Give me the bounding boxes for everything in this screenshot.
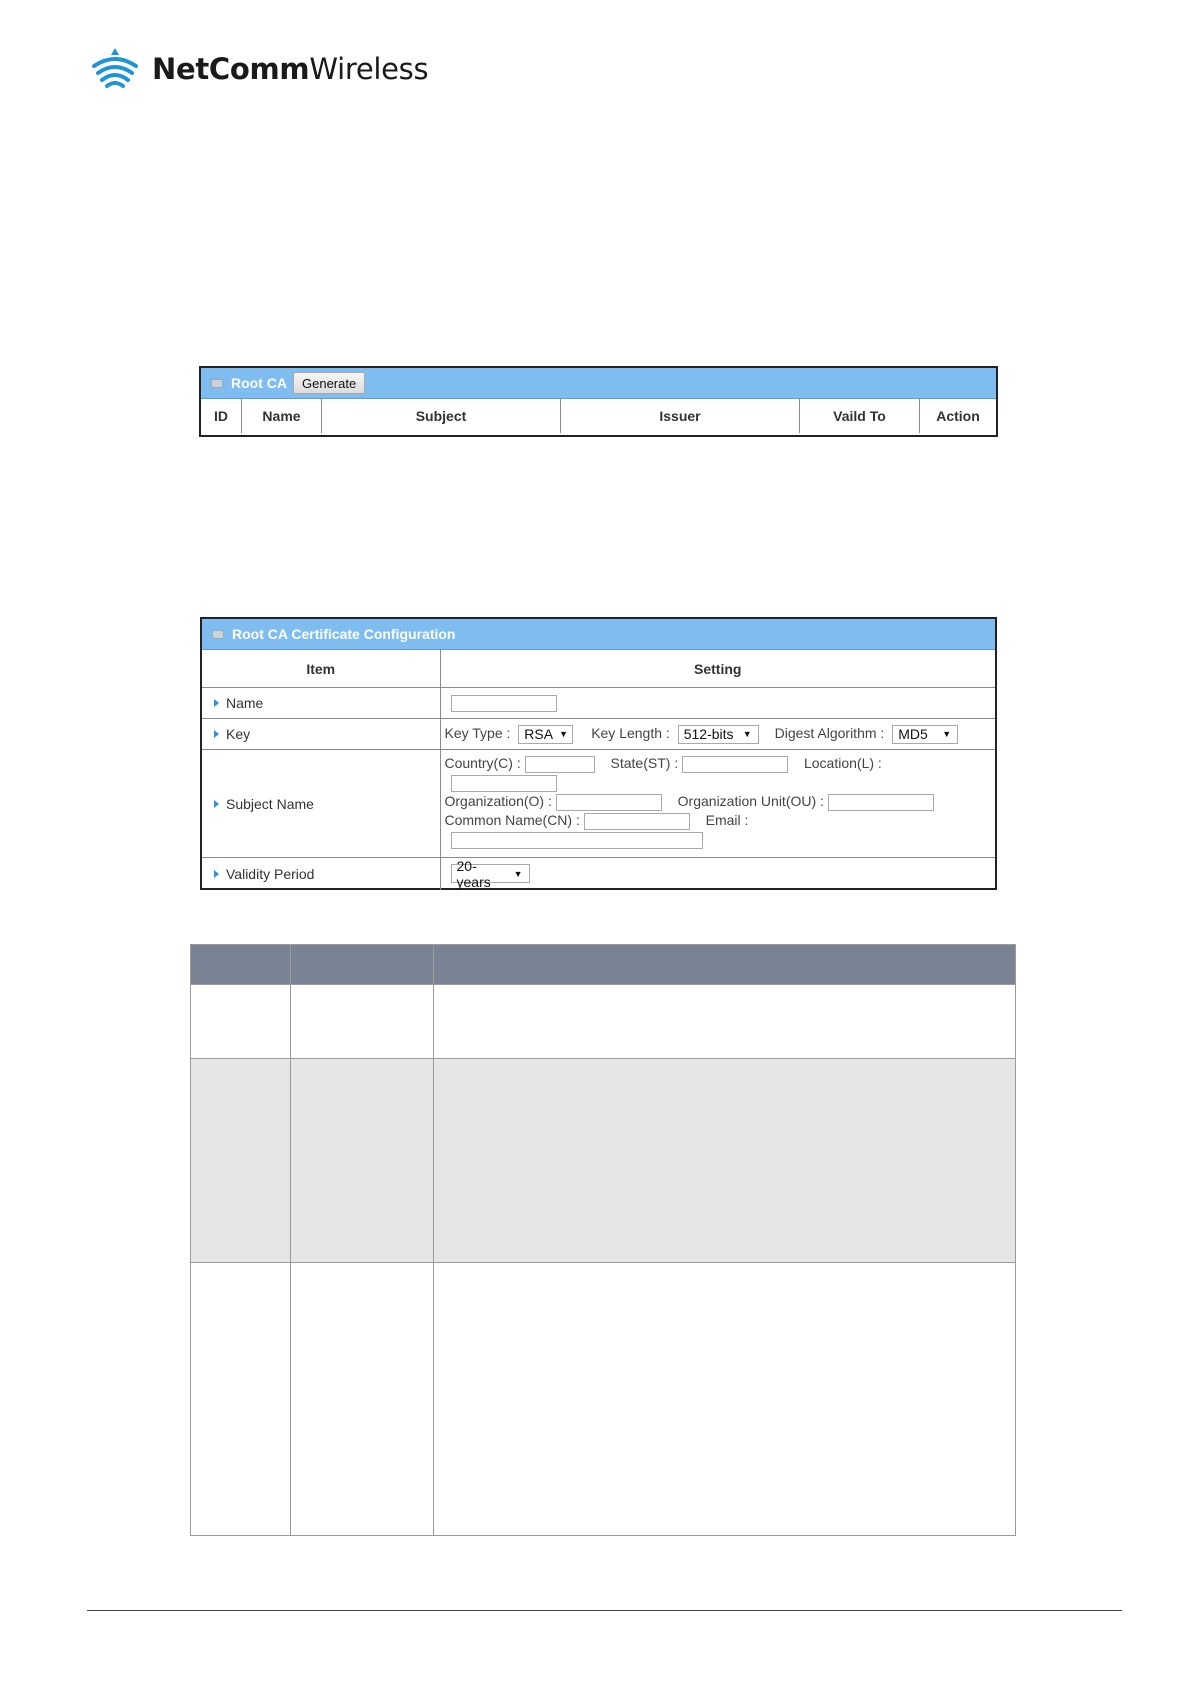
param-cell xyxy=(434,1059,1016,1263)
footer-divider xyxy=(87,1610,1122,1611)
item-key-label: Key xyxy=(226,726,251,742)
panel-bullet-icon xyxy=(212,630,224,639)
setting-key xyxy=(440,719,995,750)
item-subject-name-label: Subject Name xyxy=(226,795,314,812)
common-name-label: Common Name(CN) : xyxy=(444,812,580,828)
param-cell xyxy=(434,1263,1016,1536)
caret-right-icon xyxy=(214,870,219,878)
subject-line-3 xyxy=(445,792,996,811)
logo-bold-text: NetComm xyxy=(152,52,310,86)
parameter-row xyxy=(191,1059,1016,1263)
email-label: Email : xyxy=(705,812,749,828)
common-name-input[interactable] xyxy=(584,813,690,830)
dropdown-arrow-icon: ▼ xyxy=(513,868,523,879)
organization-label: Organization(O) : xyxy=(444,793,552,809)
organization-unit-input[interactable] xyxy=(828,794,934,811)
name-input[interactable] xyxy=(451,695,557,712)
item-subject-name xyxy=(202,750,440,858)
country-input[interactable] xyxy=(525,756,595,773)
parameter-row xyxy=(191,1263,1016,1536)
item-name xyxy=(202,688,440,719)
setting-name xyxy=(440,688,995,719)
generate-button[interactable]: Generate xyxy=(293,372,365,394)
location-input[interactable] xyxy=(451,775,557,792)
key-type-label: Key Type : xyxy=(444,724,511,741)
row-subject-name xyxy=(202,750,995,858)
key-type-select[interactable] xyxy=(518,725,573,744)
state-label: State(ST) : xyxy=(610,755,679,771)
param-cell xyxy=(191,1059,291,1263)
col-valid-to: Vaild To xyxy=(800,399,920,433)
row-key xyxy=(202,719,995,750)
key-type-value: RSA xyxy=(524,726,554,742)
col-name: Name xyxy=(242,399,322,433)
param-cell xyxy=(291,985,434,1059)
subject-line-2 xyxy=(445,773,996,792)
parameter-table xyxy=(190,944,1016,1536)
parameter-header-row xyxy=(191,945,1016,985)
validity-period-select[interactable] xyxy=(451,857,530,890)
param-cell xyxy=(291,1059,434,1263)
config-title: Root CA Certificate Configuration xyxy=(232,626,456,642)
digest-algorithm-value: MD5 xyxy=(898,726,928,742)
email-input[interactable] xyxy=(451,832,703,849)
logo-light-text: Wireless xyxy=(309,52,429,86)
key-length-select[interactable] xyxy=(678,725,759,744)
digest-algorithm-label: Digest Algorithm : xyxy=(774,724,885,741)
root-ca-header-row xyxy=(201,399,996,433)
row-validity-period xyxy=(202,858,995,890)
panel-bullet-icon xyxy=(211,379,223,388)
location-label: Location(L) : xyxy=(803,755,882,771)
param-cell xyxy=(191,985,291,1059)
config-header xyxy=(202,619,995,650)
validity-period-value: 20-years xyxy=(456,857,491,890)
col-subject: Subject xyxy=(322,399,561,433)
organization-input[interactable] xyxy=(556,794,662,811)
dropdown-arrow-icon: ▼ xyxy=(942,729,952,739)
root-ca-panel xyxy=(199,366,998,437)
wifi-logo-icon xyxy=(88,44,142,94)
setting-validity-period xyxy=(440,858,995,890)
logo-wordmark xyxy=(152,52,428,86)
config-header-row xyxy=(202,650,995,688)
organization-unit-label: Organization Unit(OU) : xyxy=(677,793,824,809)
state-input[interactable] xyxy=(682,756,788,773)
root-ca-config-panel xyxy=(200,617,997,890)
item-validity-period-label: Validity Period xyxy=(226,865,315,882)
country-label: Country(C) : xyxy=(444,755,521,771)
param-cell xyxy=(291,1263,434,1536)
root-ca-table xyxy=(201,399,996,433)
param-header-cell-2 xyxy=(291,945,434,985)
col-action: Action xyxy=(936,408,980,424)
subject-line-4 xyxy=(445,811,996,830)
col-id: ID xyxy=(201,399,242,433)
root-ca-title: Root CA xyxy=(231,375,287,391)
param-header-cell-1 xyxy=(191,945,291,985)
parameter-row xyxy=(191,985,1016,1059)
setting-subject-name xyxy=(440,750,995,858)
netcomm-logo xyxy=(88,44,428,94)
dropdown-arrow-icon: ▼ xyxy=(742,729,752,739)
col-setting: Setting xyxy=(440,650,995,688)
param-header-cell-3 xyxy=(434,945,1016,985)
col-issuer: Issuer xyxy=(561,399,800,433)
param-cell xyxy=(434,985,1016,1059)
caret-right-icon xyxy=(214,699,219,707)
col-item: Item xyxy=(202,650,440,688)
digest-algorithm-select[interactable] xyxy=(892,725,958,744)
caret-right-icon xyxy=(214,800,219,808)
subject-line-1 xyxy=(445,754,996,773)
item-name-label: Name xyxy=(226,695,264,711)
caret-right-icon xyxy=(214,730,219,738)
key-length-value: 512-bits xyxy=(683,726,734,742)
subject-line-5 xyxy=(445,830,996,849)
config-table xyxy=(202,650,995,890)
root-ca-header xyxy=(201,368,996,399)
key-length-label: Key Length : xyxy=(591,724,670,741)
item-key xyxy=(202,719,440,750)
param-cell xyxy=(191,1263,291,1536)
dropdown-arrow-icon: ▼ xyxy=(559,729,569,739)
item-validity-period xyxy=(202,858,440,890)
row-name xyxy=(202,688,995,719)
